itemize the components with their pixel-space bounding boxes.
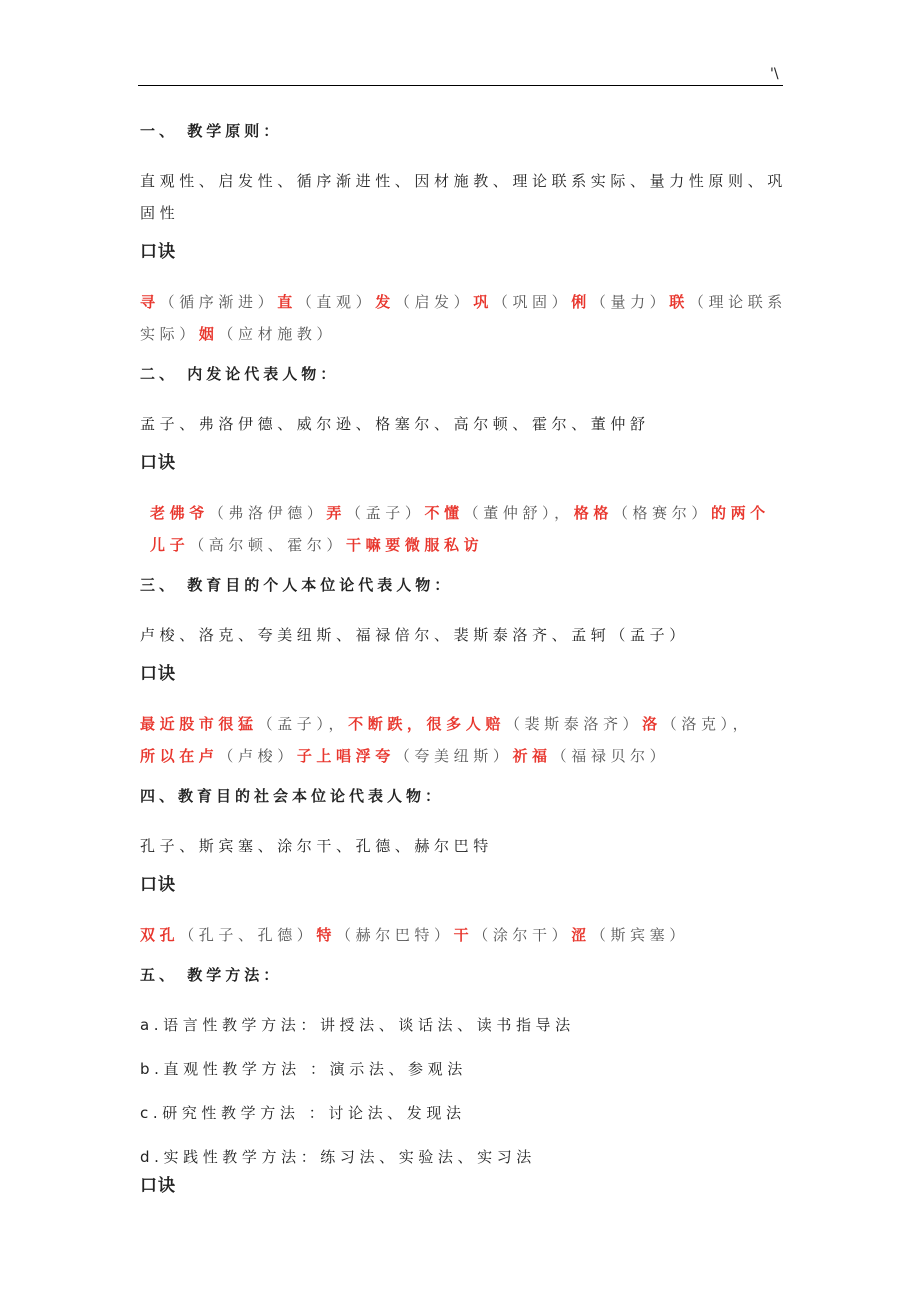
social-standard-text: 孔子、斯宾塞、涂尔干、孔德、赫尔巴特 <box>140 837 493 855</box>
section-heading-innate-theory: 二、 内发论代表人物： <box>140 365 340 383</box>
teaching-method-item: b.直观性教学方法 ：演示法、参观法 <box>140 1060 467 1078</box>
mnemonic-social-standard: 双孔（孔子、孔德）特（赫尔巴特）干（涂尔干）涩（斯宾塞） <box>140 926 689 944</box>
document-page <box>140 120 788 1220</box>
mnemonic-innate-theory: 老佛爷（弗洛伊德）弄（孟子）不懂（董仲舒），格格（格赛尔）的两个儿子（高尔顿、霍尔）干嘛要微服私访 <box>150 504 770 554</box>
teaching-method-item: a.语言性教学方法：讲授法、谈话法、读书指导法 <box>140 1016 575 1034</box>
individual-standard-text: 卢梭、洛克、夸美纽斯、福禄倍尔、裴斯泰洛齐、孟轲（孟子） <box>140 626 689 644</box>
mnemonic-label: 口诀 <box>140 453 176 473</box>
teaching-method-item: c.研究性教学方法 ：讨论法、发现法 <box>140 1104 466 1122</box>
teaching-method-item: d.实践性教学方法：练习法、实验法、实习法 <box>140 1148 536 1166</box>
header-mark: '\ <box>770 66 779 82</box>
mnemonic-label: 口诀 <box>140 664 176 684</box>
section-heading-individual-standard: 三、 教育目的个人本位论代表人物： <box>140 576 454 594</box>
section-heading-teaching-principles: 一、 教学原则： <box>140 122 283 140</box>
section-heading-teaching-methods: 五、 教学方法： <box>140 966 283 984</box>
teaching-principles-text: 直观性、启发性、循序渐进性、因材施教、理论联系实际、量力性原则、巩固性 <box>140 172 787 222</box>
mnemonic-label: 口诀 <box>140 1176 176 1196</box>
innate-theory-text: 孟子、弗洛伊德、威尔逊、格塞尔、高尔顿、霍尔、董仲舒 <box>140 415 650 433</box>
mnemonic-label: 口诀 <box>140 875 176 895</box>
header-rule <box>138 85 783 86</box>
mnemonic-teaching-principles: 寻（循序渐进）直（直观）发（启发）巩（巩固）俐（量力）联（理论联系实际）姻（应材施教） <box>140 293 787 343</box>
section-heading-social-standard: 四、教育目的社会本位论代表人物： <box>140 787 445 805</box>
mnemonic-individual-standard: 最近股市很猛（孟子），不断跌，很多人赔（裴斯泰洛齐）洛（洛克），所以在卢（卢梭）子上唱浮夸（夸美纽斯）祈福（福禄贝尔） <box>140 715 753 765</box>
mnemonic-label: 口诀 <box>140 242 176 262</box>
